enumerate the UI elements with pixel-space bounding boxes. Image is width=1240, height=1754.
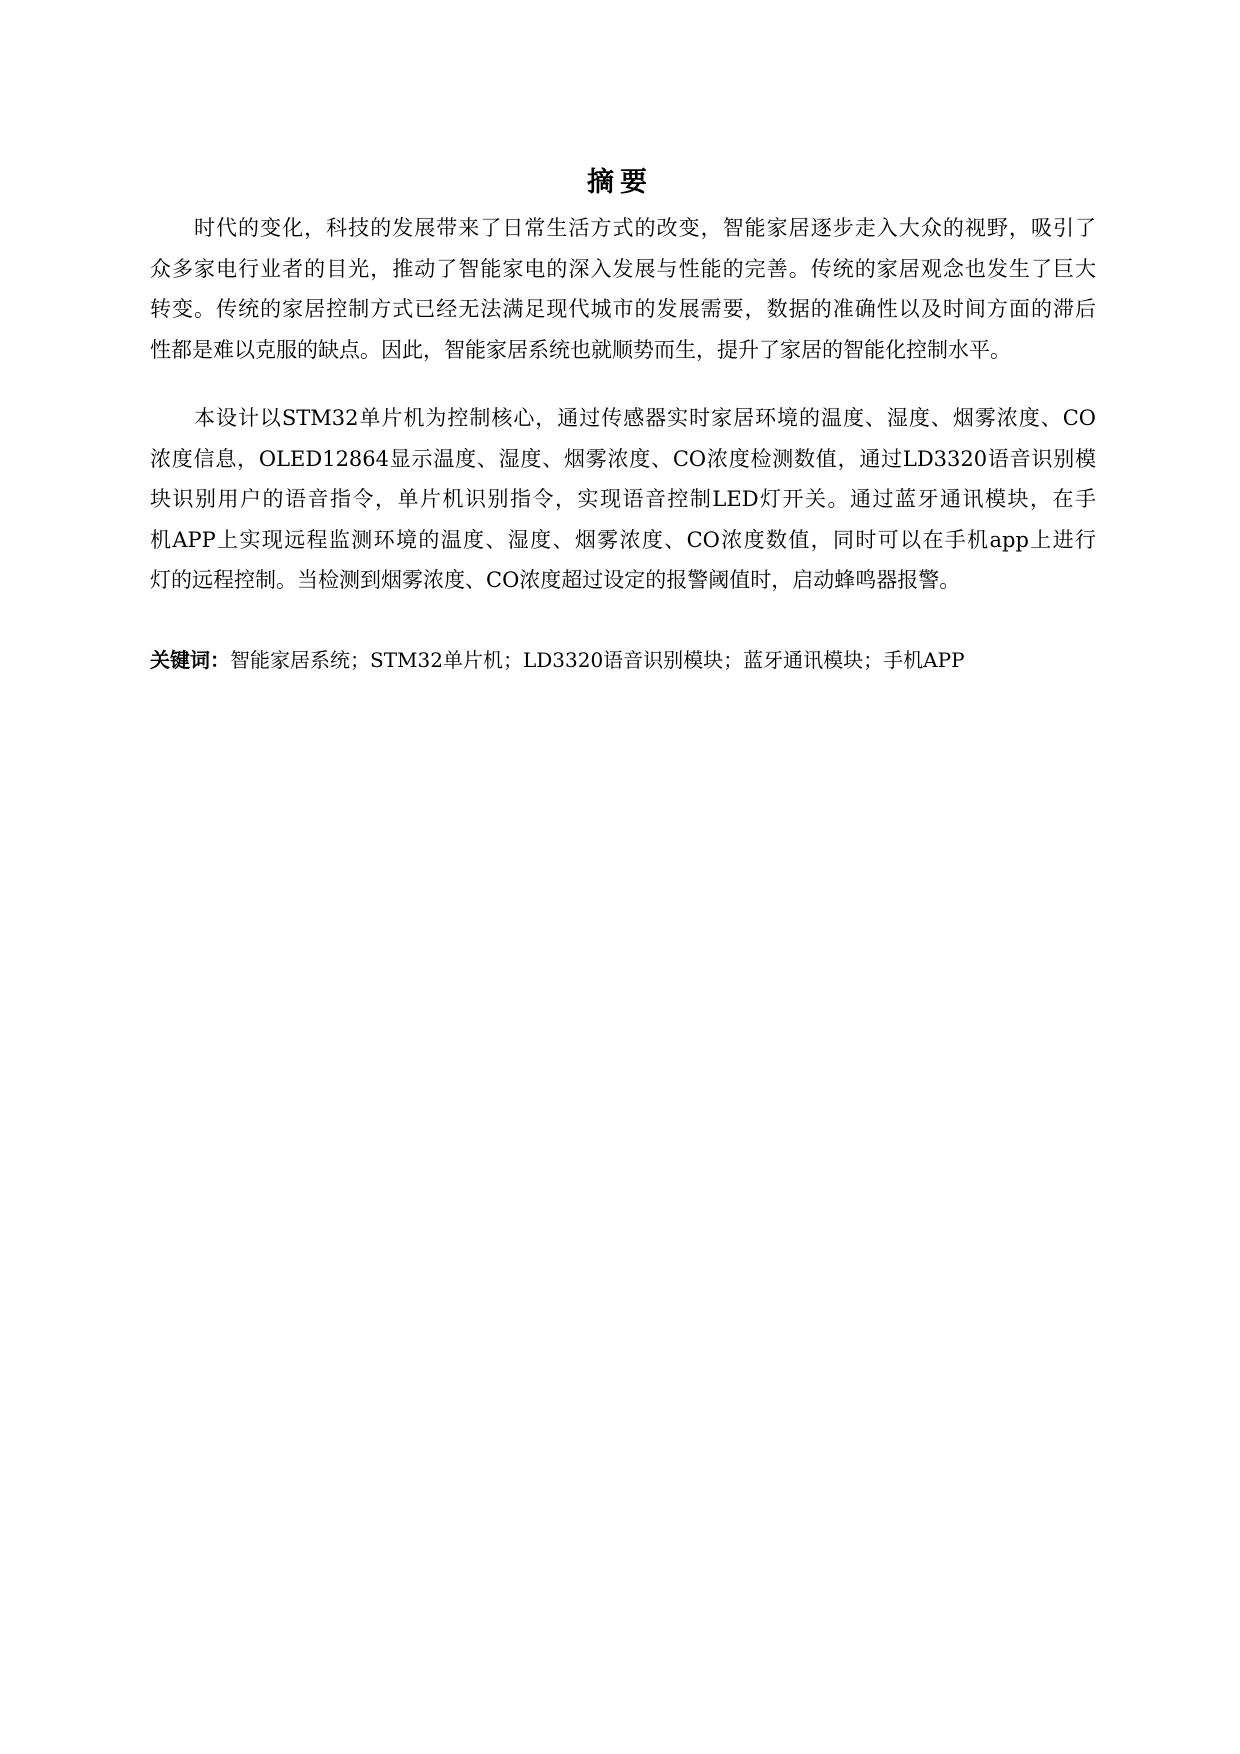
keywords [150, 642, 965, 678]
text-line: 块识别用户的语音指令，单片机识别指令，实现语音控制LED灯开关。通过蓝牙通讯模块，在手 [150, 487, 1096, 511]
text-line: 本设计以STM32单片机为控制核心，通过传感器实时家居环境的温度、湿度、烟雾浓度、CO [194, 406, 1096, 430]
abstract-paragraph-1 [150, 208, 1096, 370]
keywords-label: 关键词： [150, 648, 230, 672]
page-title: 摘要 [587, 167, 653, 198]
text-line: 浓度信息，OLED12864显示温度、湿度、烟雾浓度、CO浓度检测数值，通过LD3320语音识别模 [150, 446, 1096, 471]
text-line: 转变。传统的家居控制方式已经无法满足现代城市的发展需要，数据的准确性以及时间方面的滞后 [150, 297, 1096, 321]
text-line: 机APP上实现远程监测环境的温度、湿度、烟雾浓度、CO浓度数值，同时可以在手机app上进行 [150, 527, 1096, 552]
keywords-text: 智能家居系统；STM32单片机；LD3320语音识别模块；蓝牙通讯模块；手机APP [230, 648, 965, 672]
text-line: 众多家电行业者的目光，推动了智能家电的深入发展与性能的完善。传统的家居观念也发生了巨大 [150, 256, 1096, 281]
abstract-paragraph-2 [150, 398, 1096, 601]
text-line: 时代的变化，科技的发展带来了日常生活方式的改变，智能家居逐步走入大众的视野，吸引了 [194, 216, 1096, 240]
text-line: 灯的远程控制。当检测到烟雾浓度、CO浓度超过设定的报警阈值时，启动蜂鸣器报警。 [150, 568, 961, 592]
text-line: 性都是难以克服的缺点。因此，智能家居系统也就顺势而生，提升了家居的智能化控制水平。 [150, 337, 1011, 362]
